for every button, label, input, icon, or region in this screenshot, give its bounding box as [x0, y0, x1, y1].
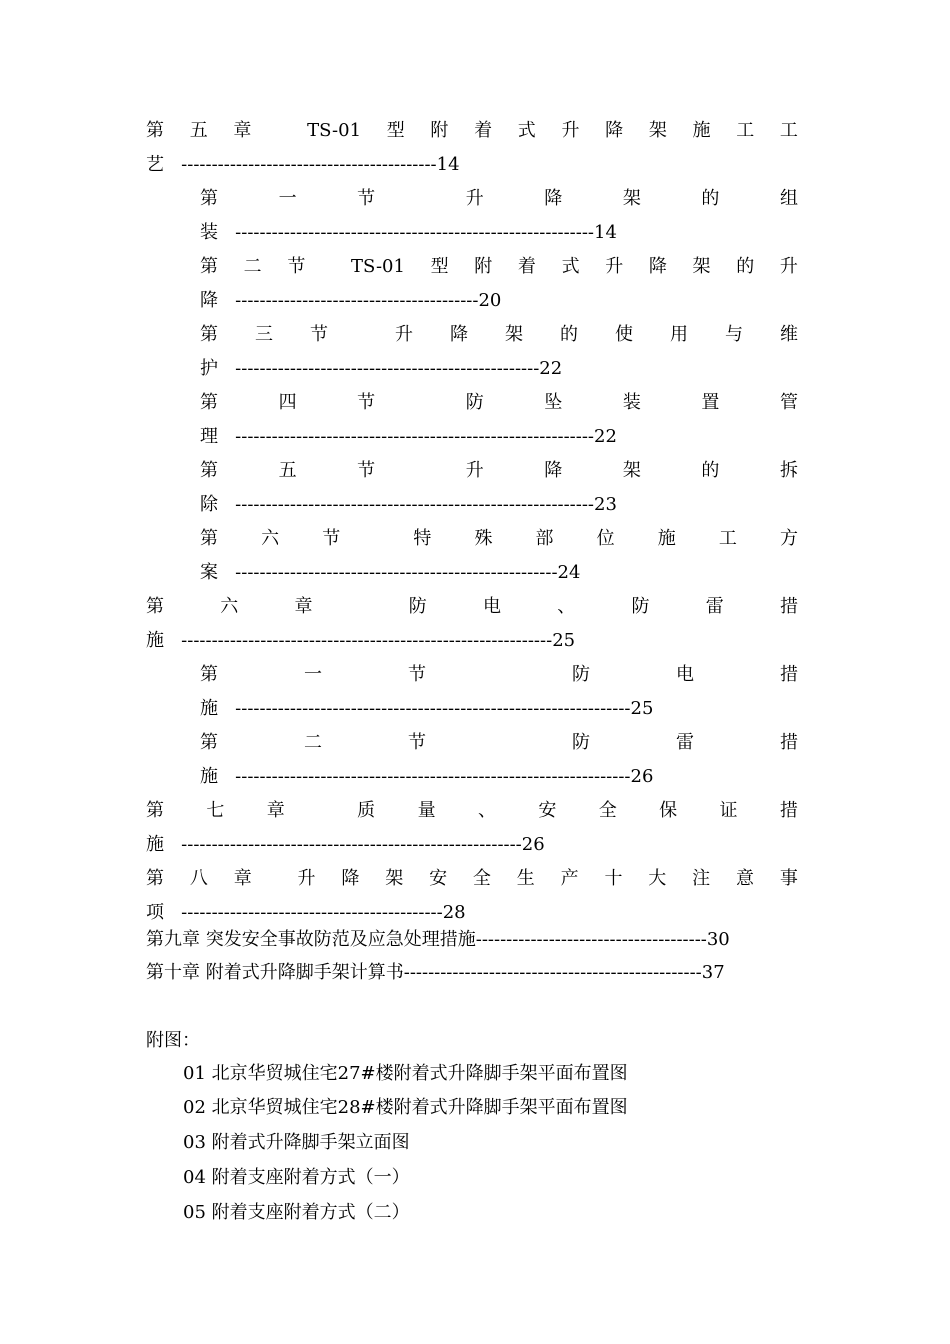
- toc-entry-sec6-line2: 案 -----------------------------------------------------24: [200, 562, 581, 583]
- toc-entry-sec3-line1: 第 三 节 升 降 架 的 使 用 与 维: [200, 324, 798, 345]
- toc-page-number: 37: [701, 962, 725, 983]
- toc-entry-ch7-line1: 第 七 章 质 量 、 安 全 保 证 措: [146, 800, 798, 821]
- leader-dots: ------------------------------------------: [181, 154, 437, 175]
- toc-entry-sec5-line1: 第 五 节 升 降 架 的 拆: [200, 460, 798, 481]
- toc-page-number: 14: [594, 222, 617, 243]
- toc-page-number: 20: [478, 290, 502, 311]
- toc-entry-ch5-line2: 艺 ------------------------------------------14: [146, 154, 460, 175]
- toc-page-number: 23: [594, 494, 617, 515]
- appendix-item: 04 附着支座附着方式（一）: [183, 1167, 410, 1188]
- appendix-item: 03 附着式升降脚手架立面图: [183, 1132, 410, 1153]
- toc-page-number: 25: [552, 630, 576, 651]
- toc-page-number: 14: [436, 154, 460, 175]
- toc-page-number: 22: [539, 358, 563, 379]
- toc-entry-ch6-sec1-line1: 第 一 节 防 电 措: [200, 664, 798, 685]
- toc-entry-ch9: 第九章 突发安全事故防范及应急处理措施--------------------------------------30: [146, 929, 730, 950]
- toc-page-number: 25: [630, 698, 654, 719]
- leader-dots: -----------------------------------------------------------------: [235, 698, 631, 719]
- leader-dots: ----------------------------------------: [235, 290, 479, 311]
- appendix-item: 01 北京华贸城住宅27#楼附着式升降脚手架平面布置图: [183, 1063, 628, 1084]
- toc-entry-sec2-line1: 第 二 节 TS-01 型 附 着 式 升 降 架 的 升: [200, 256, 798, 277]
- toc-entry-ch7-line2: 施 --------------------------------------------------------26: [146, 834, 545, 855]
- leader-dots: -----------------------------------------------------------------: [235, 766, 631, 787]
- toc-entry-ch5-line1: 第 五 章 TS-01 型 附 着 式 升 降 架 施 工 工: [146, 120, 798, 141]
- leader-dots: -----------------------------------------------------------: [235, 494, 595, 515]
- toc-entry-sec5-line2: 除 -----------------------------------------------------------23: [200, 494, 617, 515]
- toc-entry-ch6-sec1-line2: 施 -----------------------------------------------------------------25: [200, 698, 654, 719]
- toc-page-number: 24: [557, 562, 581, 583]
- appendix-item: 02 北京华贸城住宅28#楼附着式升降脚手架平面布置图: [183, 1097, 628, 1118]
- toc-entry-sec1-line2: 装 -----------------------------------------------------------14: [200, 222, 617, 243]
- leader-dots: -----------------------------------------------------------: [235, 222, 595, 243]
- toc-entry-ch6-sec2-line2: 施 -----------------------------------------------------------------26: [200, 766, 654, 787]
- toc-page-number: 22: [594, 426, 617, 447]
- leader-dots: --------------------------------------: [475, 929, 707, 950]
- leader-dots: -------------------------------------------------------------: [181, 630, 553, 651]
- leader-dots: -------------------------------------------: [181, 902, 443, 923]
- appendix-item: 05 附着支座附着方式（二）: [183, 1202, 410, 1223]
- toc-page-number: 26: [521, 834, 545, 855]
- toc-entry-ch10: 第十章 附着式升降脚手架计算书-------------------------------------------------37: [146, 962, 725, 983]
- leader-dots: --------------------------------------------------------: [181, 834, 522, 855]
- toc-entry-sec2-line2: 降 ----------------------------------------20: [200, 290, 502, 311]
- toc-entry-sec4-line2: 理 -----------------------------------------------------------22: [200, 426, 617, 447]
- leader-dots: -----------------------------------------------------------: [235, 426, 595, 447]
- toc-page-number: 26: [630, 766, 654, 787]
- toc-entry-sec6-line1: 第 六 节 特 殊 部 位 施 工 方: [200, 528, 798, 549]
- toc-entry-ch6-line1: 第 六 章 防 电 、 防 雷 措: [146, 596, 798, 617]
- toc-entry-sec1-line1: 第 一 节 升 降 架 的 组: [200, 188, 798, 209]
- toc-page-number: 28: [442, 902, 466, 923]
- toc-entry-ch6-line2: 施 -------------------------------------------------------------25: [146, 630, 576, 651]
- toc-entry-sec3-line2: 护 --------------------------------------------------22: [200, 358, 563, 379]
- toc-entry-ch8-line1: 第 八 章 升 降 架 安 全 生 产 十 大 注 意 事: [146, 868, 798, 889]
- toc-entry-ch8-line2: 项 -------------------------------------------28: [146, 902, 466, 923]
- toc-page-number: 30: [706, 929, 730, 950]
- toc-entry-sec4-line1: 第 四 节 防 坠 装 置 管: [200, 392, 798, 413]
- toc-entry-ch6-sec2-line1: 第 二 节 防 雷 措: [200, 732, 798, 753]
- leader-dots: -------------------------------------------------: [403, 962, 702, 983]
- leader-dots: -----------------------------------------------------: [235, 562, 558, 583]
- appendix-heading: 附图：: [146, 1030, 200, 1051]
- leader-dots: --------------------------------------------------: [235, 358, 540, 379]
